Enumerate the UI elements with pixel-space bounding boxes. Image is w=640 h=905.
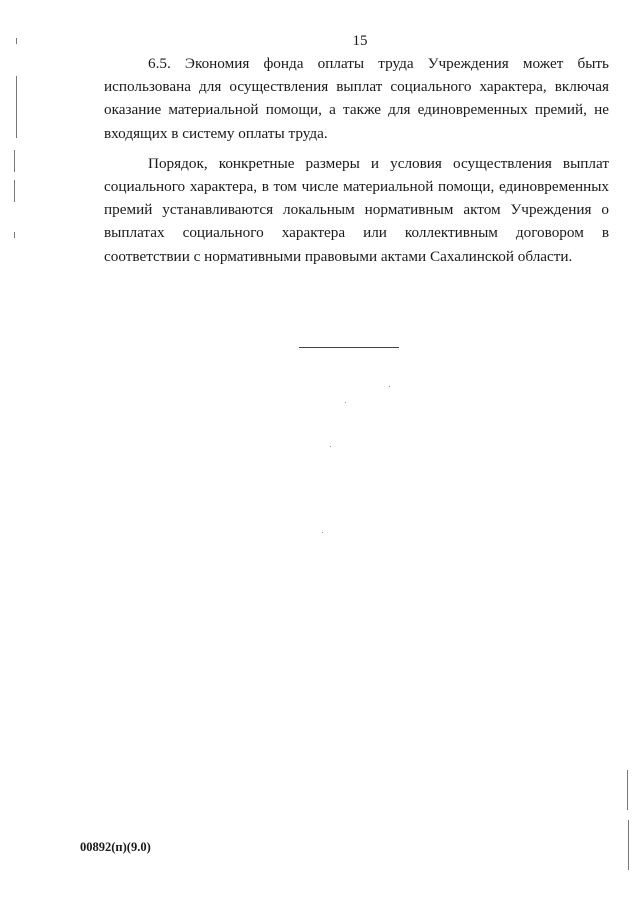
scan-speck — [389, 386, 390, 387]
scan-edge-mark — [14, 180, 15, 202]
scan-edge-mark — [627, 770, 628, 810]
end-separator-line — [299, 347, 399, 348]
scan-speck — [322, 532, 323, 533]
document-code: 00892(п)(9.0) — [80, 840, 151, 854]
page-number: 15 — [352, 33, 368, 49]
scan-edge-mark — [16, 76, 17, 138]
paragraph-order: Порядок, конкретные размеры и условия осуществления выплат социального характера, в том числе материальной помощи, единовременных премий устанавливаются локальным нормативным актом Учреждения о выплатах социального характера или коллективным договором в соответствии с нормативными правовыми актами Сахалинской области. — [104, 154, 609, 265]
body-text — [104, 52, 609, 268]
scan-speck — [345, 402, 346, 403]
scan-edge-mark — [16, 38, 17, 44]
paragraph-6-5: 6.5. Экономия фонда оплаты труда Учреждения может быть использована для осуществления выплат социального характера, включая оказание материальной помощи, а также для единовременных премий, не входящих в систему оплаты труда. — [104, 55, 609, 142]
scan-speck — [330, 446, 331, 447]
scan-edge-mark — [14, 232, 15, 238]
scan-edge-mark — [14, 150, 15, 172]
scan-edge-mark — [628, 820, 629, 870]
